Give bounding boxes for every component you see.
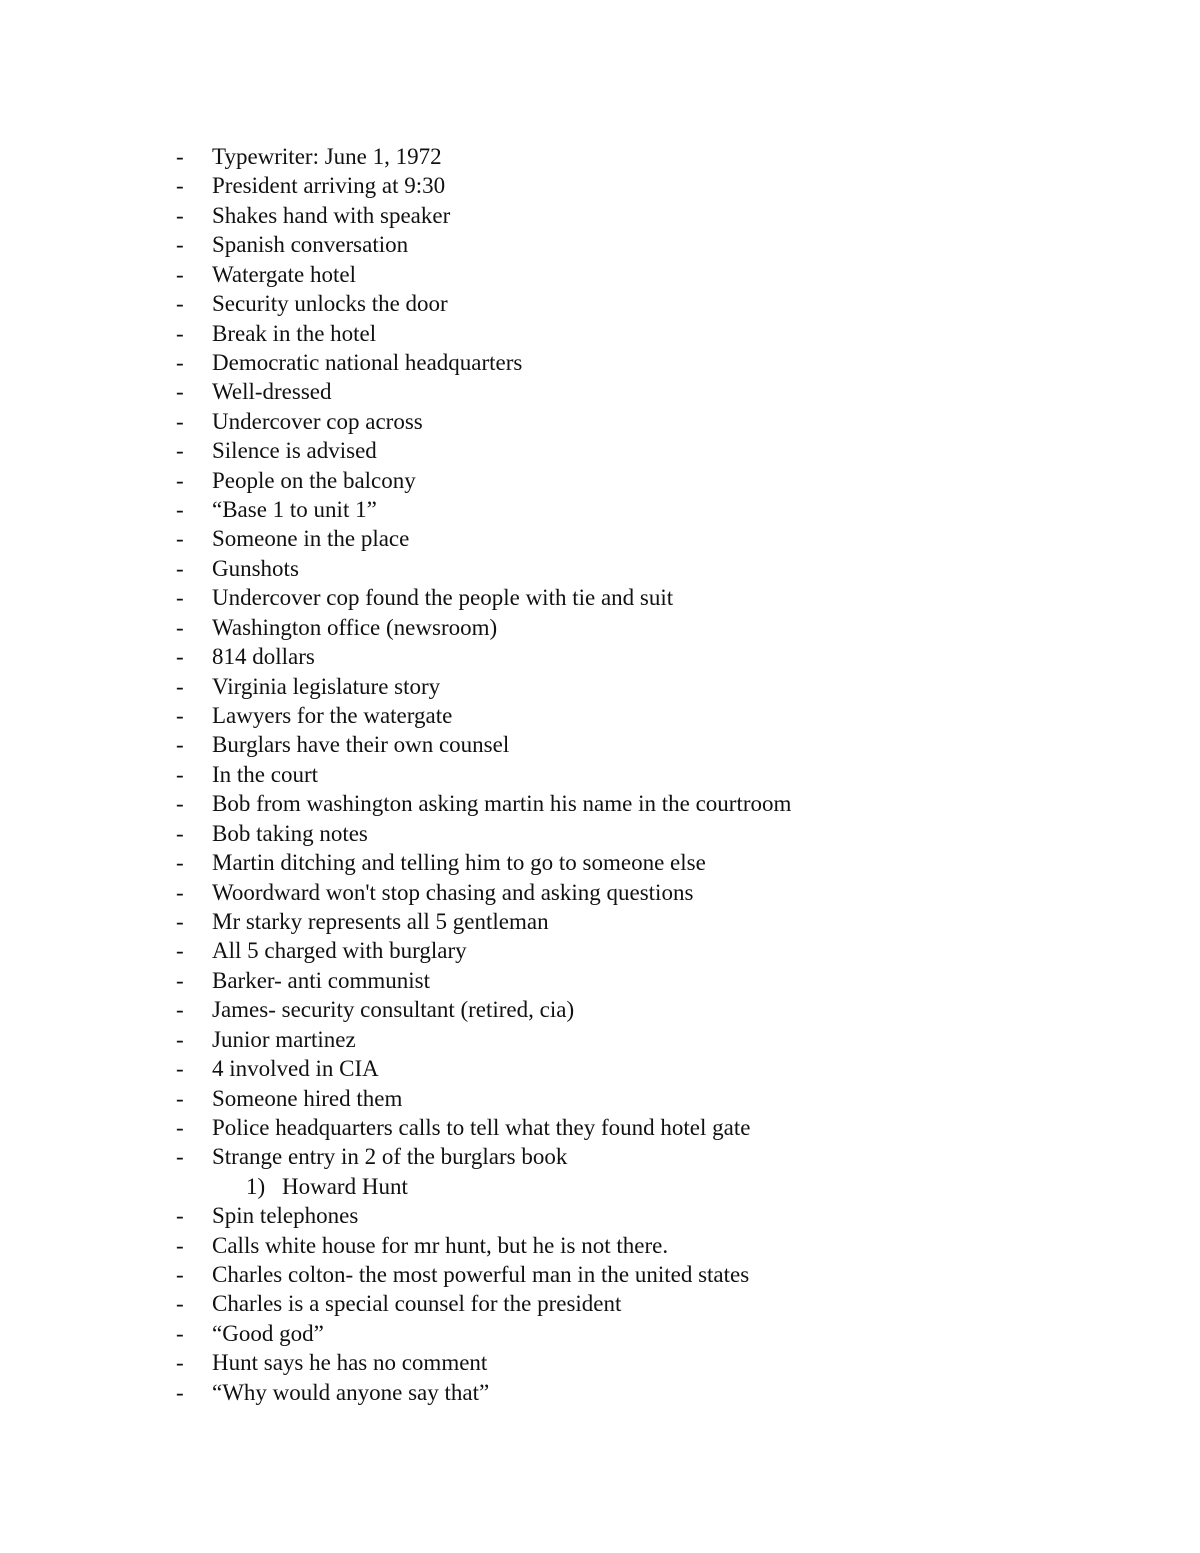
dash-bullet: - bbox=[176, 1144, 184, 1170]
item-text: James- security consultant (retired, cia) bbox=[212, 997, 575, 1023]
dash-bullet: - bbox=[176, 644, 184, 670]
dash-bullet: - bbox=[176, 1379, 184, 1405]
dash-bullet: - bbox=[176, 761, 184, 787]
dash-bullet: - bbox=[176, 908, 184, 934]
dash-bullet: - bbox=[176, 349, 184, 375]
dash-bullet: - bbox=[176, 232, 184, 258]
item-text: Security unlocks the door bbox=[212, 291, 448, 317]
dash-bullet: - bbox=[176, 526, 184, 552]
dash-bullet: - bbox=[176, 1056, 184, 1082]
item-text: Calls white house for mr hunt, but he is not there. bbox=[212, 1232, 669, 1258]
dash-bullet: - bbox=[176, 791, 184, 817]
item-text: 814 dollars bbox=[212, 644, 315, 670]
item-text: Lawyers for the watergate bbox=[212, 703, 453, 729]
dash-bullet: - bbox=[176, 703, 184, 729]
item-text: Bob from washington asking martin his name in the courtroom bbox=[212, 791, 792, 817]
dash-bullet: - bbox=[176, 820, 184, 846]
dash-bullet: - bbox=[176, 379, 184, 405]
dash-bullet: - bbox=[176, 497, 184, 523]
dash-bullet: - bbox=[176, 1320, 184, 1346]
item-text: Barker- anti communist bbox=[212, 967, 430, 993]
dash-bullet: - bbox=[176, 467, 184, 493]
item-text: Undercover cop found the people with tie and suit bbox=[212, 585, 674, 611]
item-text: All 5 charged with burglary bbox=[212, 938, 467, 964]
item-text: Shakes hand with speaker bbox=[212, 202, 451, 228]
item-text: Martin ditching and telling him to go to someone else bbox=[212, 850, 706, 876]
item-text: President arriving at 9:30 bbox=[212, 173, 446, 199]
item-text: “Why would anyone say that” bbox=[212, 1379, 490, 1405]
dash-bullet: - bbox=[176, 261, 184, 287]
item-text: Democratic national headquarters bbox=[212, 349, 523, 375]
dash-bullet: - bbox=[176, 879, 184, 905]
item-text: Gunshots bbox=[212, 555, 299, 581]
item-text: Charles colton- the most powerful man in the united states bbox=[212, 1262, 750, 1288]
dash-bullet: - bbox=[176, 555, 184, 581]
dash-bullet: - bbox=[176, 1350, 184, 1376]
item-text: Mr starky represents all 5 gentleman bbox=[212, 908, 549, 934]
item-text: Typewriter: June 1, 1972 bbox=[212, 144, 442, 169]
dash-bullet: - bbox=[176, 850, 184, 876]
item-text: Spin telephones bbox=[212, 1203, 359, 1229]
dash-bullet: - bbox=[176, 438, 184, 464]
item-text: In the court bbox=[212, 761, 319, 787]
dash-bullet: - bbox=[176, 967, 184, 993]
dash-bullet: - bbox=[176, 408, 184, 434]
item-text: Police headquarters calls to tell what they found hotel gate bbox=[212, 1114, 751, 1140]
item-text: Junior martinez bbox=[212, 1026, 356, 1052]
item-text: Charles is a special counsel for the president bbox=[212, 1291, 622, 1317]
dash-bullet: - bbox=[176, 997, 184, 1023]
dash-bullet: - bbox=[176, 673, 184, 699]
item-text: Washington office (newsroom) bbox=[212, 614, 498, 640]
item-text: “Base 1 to unit 1” bbox=[212, 497, 377, 523]
dash-bullet: - bbox=[176, 1291, 184, 1317]
item-text: Someone in the place bbox=[212, 526, 410, 552]
item-text: 4 involved in CIA bbox=[212, 1056, 379, 1082]
dash-bullet: - bbox=[176, 1085, 184, 1111]
dash-bullet: - bbox=[176, 1203, 184, 1229]
dash-bullet: - bbox=[176, 1114, 184, 1140]
item-text: People on the balcony bbox=[212, 467, 416, 493]
item-text: Bob taking notes bbox=[212, 820, 368, 846]
item-text: Undercover cop across bbox=[212, 408, 423, 434]
dash-bullet: - bbox=[176, 614, 184, 640]
dash-bullet: - bbox=[176, 1232, 184, 1258]
item-text: Virginia legislature story bbox=[212, 673, 441, 699]
dash-bullet: - bbox=[176, 1262, 184, 1288]
dash-bullet: - bbox=[176, 320, 184, 346]
item-text: Howard Hunt bbox=[282, 1173, 408, 1199]
item-text: Well-dressed bbox=[212, 379, 332, 405]
item-text: Watergate hotel bbox=[212, 261, 356, 287]
dash-bullet: - bbox=[176, 202, 184, 228]
item-text: Hunt says he has no comment bbox=[212, 1350, 488, 1376]
dash-bullet: - bbox=[176, 173, 184, 199]
item-text: Break in the hotel bbox=[212, 320, 377, 346]
item-text: Woordward won't stop chasing and asking questions bbox=[212, 879, 694, 905]
item-text: Silence is advised bbox=[212, 438, 377, 464]
dash-bullet: - bbox=[176, 938, 184, 964]
item-text: Burglars have their own counsel bbox=[212, 732, 510, 758]
item-text: Strange entry in 2 of the burglars book bbox=[212, 1144, 568, 1170]
item-text: Someone hired them bbox=[212, 1085, 403, 1111]
dash-bullet: - bbox=[176, 291, 184, 317]
item-number: 1) bbox=[246, 1173, 266, 1199]
item-text: “Good god” bbox=[212, 1320, 324, 1346]
dash-bullet: - bbox=[176, 1026, 184, 1052]
dash-bullet: - bbox=[176, 144, 184, 169]
dash-bullet: - bbox=[176, 732, 184, 758]
item-text: Spanish conversation bbox=[212, 232, 409, 258]
dash-bullet: - bbox=[176, 585, 184, 611]
